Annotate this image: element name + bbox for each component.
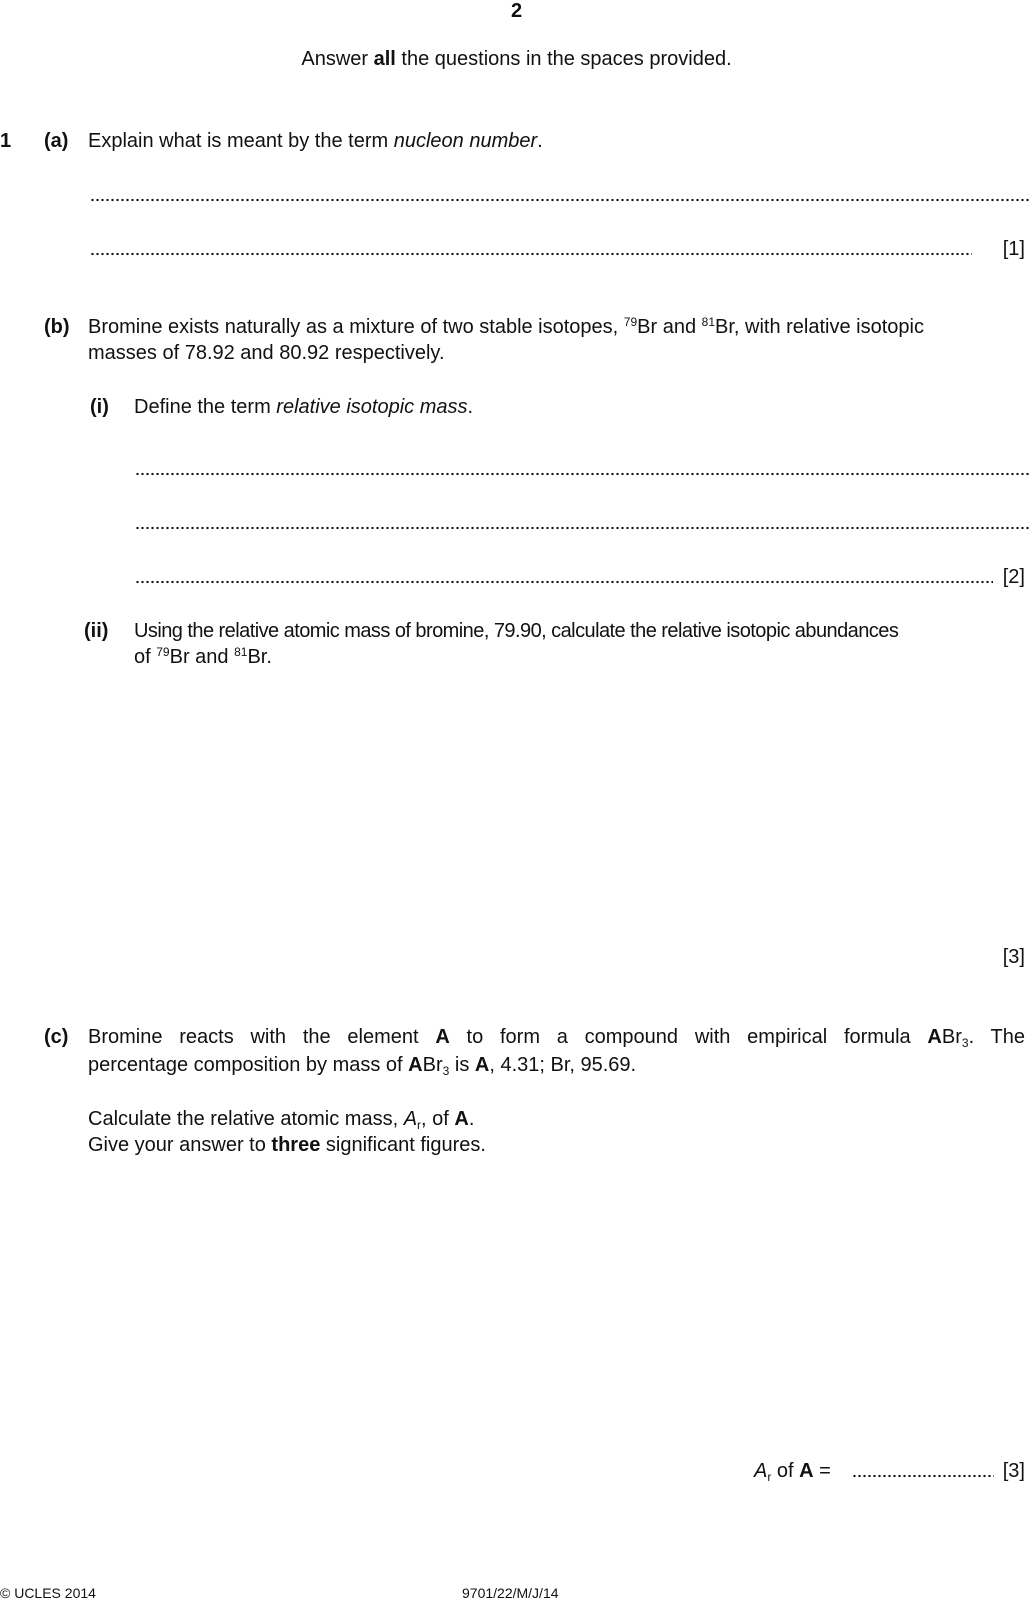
formula-subscript: 3 <box>961 1036 969 1050</box>
instruction-text: , of <box>421 1108 455 1130</box>
prompt-end: . <box>467 396 474 418</box>
ar-subscript: r <box>767 1470 772 1484</box>
stem-text: Bromine reacts with the element <box>88 1026 436 1048</box>
formula-subscript: 3 <box>442 1064 450 1078</box>
part-c-label: (c) <box>44 1026 69 1048</box>
ar-symbol: A <box>754 1460 768 1482</box>
answer-line-bi3[interactable] <box>135 580 993 584</box>
stem-text: , with relative isotopic <box>733 316 924 338</box>
prompt-text: Explain what is meant by the term <box>88 130 394 152</box>
part-b-i-label: (i) <box>90 396 109 418</box>
part-a-label: (a) <box>44 130 69 152</box>
question-number: 1 <box>0 130 12 152</box>
part-b-ii-prompt-line1: Using the relative atomic mass of bromine, 79.90, calculate the relative isotopic abundances <box>134 620 899 642</box>
answer-line-a2[interactable] <box>90 252 972 256</box>
mark-b-ii: [3] <box>1002 946 1025 968</box>
part-c-stem-line1 <box>88 1024 1025 1050</box>
part-b-label: (b) <box>44 316 70 338</box>
answer-line-bi1[interactable] <box>135 472 1030 476</box>
stem-text: . The <box>968 1026 1025 1048</box>
part-c-instruction-line1 <box>88 1106 474 1132</box>
ar-symbol: A <box>403 1108 418 1130</box>
instructions <box>0 48 1033 71</box>
instruction-text-end: the questions in the spaces provided. <box>395 48 732 70</box>
isotope-81-mass: 81 <box>701 315 715 329</box>
answer-text: of <box>771 1460 800 1482</box>
instruction-text: significant figures. <box>320 1134 486 1156</box>
term-italic: nucleon number <box>393 130 538 152</box>
equals-sign: = <box>813 1460 831 1482</box>
isotope-symbol: Br. <box>247 646 272 668</box>
answer-ar-label <box>754 1458 831 1484</box>
isotope-81-mass: 81 <box>234 645 248 659</box>
instruction-bold: all <box>373 48 396 70</box>
part-b-ii-prompt-line2 <box>134 644 272 670</box>
isotope-79-mass: 79 <box>156 645 170 659</box>
part-b-i-prompt <box>134 394 473 420</box>
stem-text: percentage composition by mass of <box>88 1054 409 1076</box>
stem-text: Bromine exists naturally as a mixture of two stable isotopes, <box>88 316 624 338</box>
mark-c: [3] <box>1002 1460 1025 1482</box>
instruction-text: . <box>468 1108 475 1130</box>
part-b-ii-label: (ii) <box>84 620 109 642</box>
answer-line-a1[interactable] <box>90 198 1030 202</box>
element-a: A <box>799 1460 814 1482</box>
stem-text: , 4.31; Br, 95.69. <box>489 1054 637 1076</box>
part-b-stem-line2: masses of 78.92 and 80.92 respectively. <box>88 342 445 364</box>
isotope-79-mass: 79 <box>623 315 638 329</box>
footer-copyright: © UCLES 2014 <box>0 1585 96 1601</box>
prompt-text: and <box>189 646 235 668</box>
ar-subscript: r <box>417 1118 422 1132</box>
isotope-symbol: Br <box>637 316 658 338</box>
prompt-end: . <box>537 130 543 152</box>
prompt-text: of <box>134 646 157 668</box>
part-c-stem-line2 <box>88 1052 636 1078</box>
working-space-c[interactable] <box>88 1170 1023 1430</box>
term-italic: relative isotopic mass <box>276 396 468 418</box>
stem-text: and <box>657 316 702 338</box>
element-a: A <box>435 1026 450 1048</box>
page-number: 2 <box>510 0 523 22</box>
part-b-stem-line1 <box>88 314 924 340</box>
element-a: A <box>474 1054 490 1076</box>
instruction-text: Calculate the relative atomic mass, <box>88 1108 404 1130</box>
emphasis-three: three <box>271 1134 321 1156</box>
stem-text: to form a compound with empirical formula <box>449 1026 928 1048</box>
instruction-text: Give your answer to <box>88 1134 272 1156</box>
prompt-text: Define the term <box>134 396 277 418</box>
formula-br: Br <box>941 1026 962 1048</box>
element-a: A <box>454 1108 469 1130</box>
instruction-text: Answer <box>301 48 374 70</box>
mark-a: [1] <box>1002 238 1025 260</box>
answer-line-bi2[interactable] <box>135 526 1030 530</box>
formula-br: Br <box>422 1054 443 1076</box>
working-space-b-ii[interactable] <box>134 680 1024 930</box>
stem-text: is <box>449 1054 475 1076</box>
answer-line-c[interactable] <box>852 1474 994 1478</box>
footer-paper-code: 9701/22/M/J/14 <box>462 1585 559 1601</box>
part-a-prompt <box>88 128 543 154</box>
part-c-instruction-line2 <box>88 1132 486 1158</box>
isotope-symbol: Br <box>169 646 190 668</box>
isotope-symbol: Br <box>715 316 734 338</box>
formula-element-a: A <box>927 1026 942 1048</box>
formula-element-a: A <box>408 1054 423 1076</box>
mark-b-i: [2] <box>1002 566 1025 588</box>
